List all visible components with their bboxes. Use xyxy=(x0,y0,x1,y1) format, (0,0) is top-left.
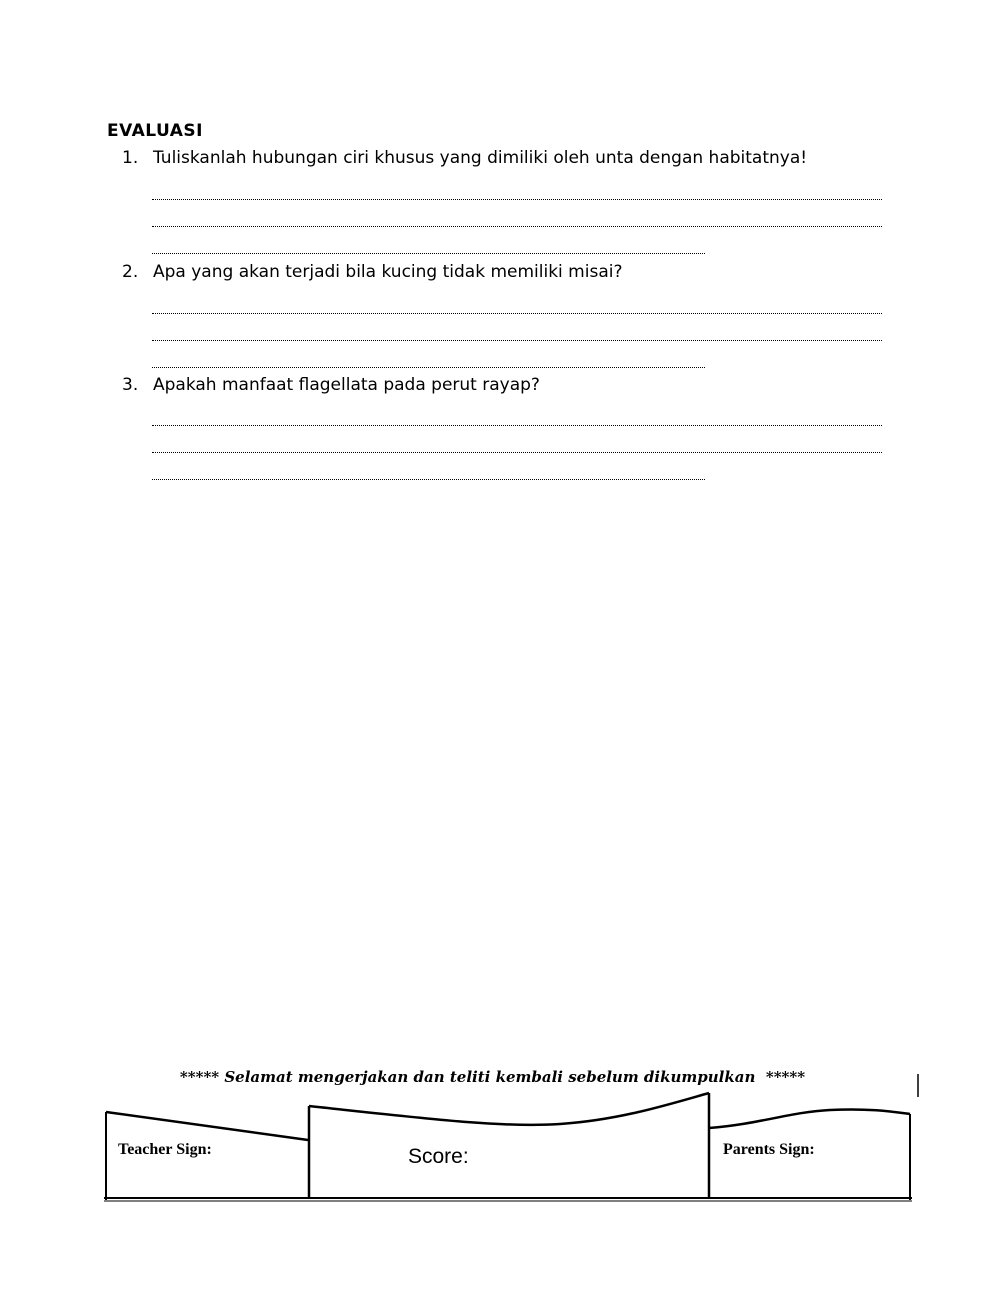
teacher-panel-top xyxy=(106,1112,308,1140)
question-3-text: Apakah manfaat flagellata pada perut rayap? xyxy=(153,375,540,395)
question-3-number: 3. xyxy=(122,375,139,395)
question-2-number: 2. xyxy=(122,262,139,282)
parents-panel-top xyxy=(709,1109,910,1128)
score-label: Score: xyxy=(408,1145,469,1168)
worksheet-heading: EVALUASI xyxy=(107,121,204,141)
question-1-number: 1. xyxy=(122,148,139,168)
question-1-text: Tuliskanlah hubungan ciri khusus yang dimiliki oleh unta dengan habitatnya! xyxy=(153,148,808,168)
parents-sign-label: Parents Sign: xyxy=(723,1141,815,1158)
score-panel-top xyxy=(309,1093,709,1125)
teacher-sign-label: Teacher Sign: xyxy=(118,1141,212,1158)
question-2-text: Apa yang akan terjadi bila kucing tidak memiliki misai? xyxy=(153,262,623,282)
closing-message: ***** Selamat mengerjakan dan teliti kembali sebelum dikumpulkan ***** xyxy=(179,1068,806,1086)
